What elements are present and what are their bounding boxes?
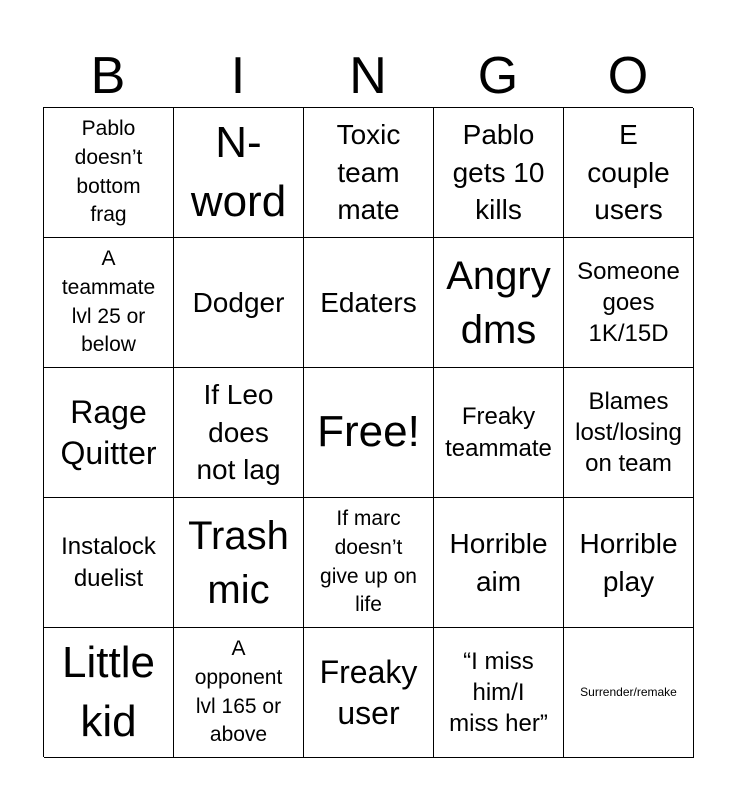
- bingo-cell[interactable]: [44, 238, 174, 368]
- bingo-cell[interactable]: [564, 108, 694, 238]
- cell-text: A opponent lvl 165 or above: [194, 636, 283, 747]
- bingo-cell[interactable]: [564, 368, 694, 498]
- cell-text: If marc doesn’t give up on life: [320, 506, 417, 617]
- bingo-cell[interactable]: [564, 238, 694, 368]
- cell-text: Instalock duelist: [61, 533, 156, 592]
- cell-text: Someone goes 1K/15D: [577, 257, 680, 348]
- bingo-header: [43, 45, 693, 107]
- header-letter-i: I: [230, 47, 246, 105]
- cell-text: Horrible aim: [449, 527, 548, 597]
- cell-text: Blames lost/losing on team: [575, 387, 682, 478]
- cell-text: If Leo does not lag: [196, 378, 281, 486]
- cell-text: Rage Quitter: [60, 393, 157, 471]
- bingo-cell[interactable]: [434, 368, 564, 498]
- bingo-cell[interactable]: [174, 238, 304, 368]
- bingo-cell[interactable]: [174, 368, 304, 498]
- bingo-cell[interactable]: [174, 498, 304, 628]
- cell-text: Freaky teammate: [445, 403, 552, 462]
- bingo-cell[interactable]: [304, 498, 434, 628]
- cell-text: Little kid: [62, 637, 155, 746]
- cell-text: Pablo gets 10 kills: [452, 118, 545, 226]
- bingo-cell[interactable]: [304, 238, 434, 368]
- cell-text: Toxic team mate: [336, 118, 401, 226]
- bingo-cell[interactable]: [44, 368, 174, 498]
- cell-text: N- word: [190, 117, 287, 226]
- cell-text: Edaters: [320, 286, 417, 318]
- bingo-cell[interactable]: [434, 498, 564, 628]
- cell-text: Angry dms: [446, 253, 551, 352]
- bingo-cell[interactable]: [44, 628, 174, 758]
- free-space-cell[interactable]: [304, 368, 434, 498]
- cell-text: A teammate lvl 25 or below: [61, 246, 156, 357]
- bingo-cell[interactable]: [564, 628, 694, 758]
- bingo-cell[interactable]: [44, 498, 174, 628]
- cell-text: Trash mic: [188, 513, 289, 612]
- cell-text: Pablo doesn’t bottom frag: [74, 116, 143, 227]
- header-letter-o: O: [607, 47, 649, 105]
- bingo-cell[interactable]: [564, 498, 694, 628]
- bingo-cell[interactable]: [44, 108, 174, 238]
- free-space-label: Free!: [317, 407, 420, 457]
- cell-text: “I miss him/I miss her”: [449, 647, 548, 738]
- bingo-cell[interactable]: [304, 628, 434, 758]
- cell-text: Horrible play: [579, 527, 678, 597]
- header-letter-b: B: [90, 47, 126, 105]
- bingo-cell[interactable]: [174, 628, 304, 758]
- bingo-cell[interactable]: [434, 238, 564, 368]
- cell-text: E couple users: [587, 118, 670, 226]
- bingo-cell[interactable]: [304, 108, 434, 238]
- cell-text: Freaky user: [319, 653, 418, 731]
- bingo-grid: [43, 107, 693, 757]
- bingo-cell[interactable]: [174, 108, 304, 238]
- bingo-cell[interactable]: [434, 628, 564, 758]
- cell-text: Dodger: [192, 286, 285, 318]
- header-letter-n: N: [349, 47, 387, 105]
- bingo-cell[interactable]: [434, 108, 564, 238]
- cell-text: Surrender/remake: [580, 685, 677, 700]
- header-letter-g: G: [477, 47, 519, 105]
